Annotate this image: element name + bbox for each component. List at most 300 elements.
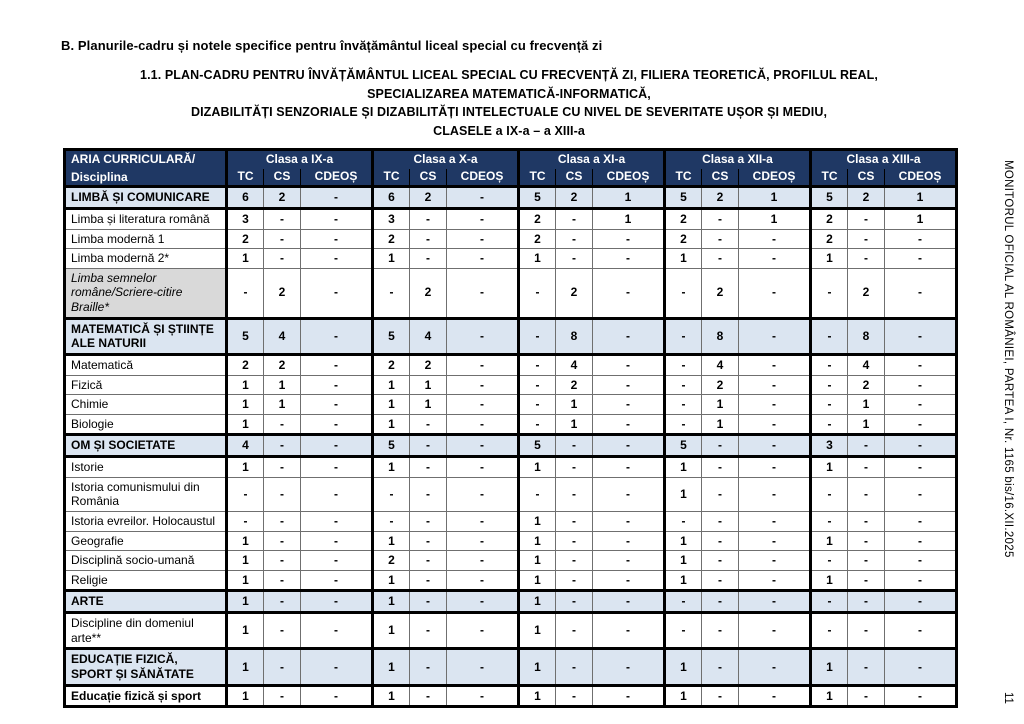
sub-column-header: TC [519,168,556,187]
hours-value-cell: 2 [556,375,593,395]
hours-value-cell: - [301,551,373,571]
class-group-header: Clasa a XI-a [519,150,665,169]
hours-value-cell: 6 [373,187,410,209]
hours-value-cell: - [556,685,593,707]
hours-value-cell: - [885,551,957,571]
hours-value-cell: - [593,435,665,457]
hours-value-cell: - [447,649,519,685]
discipline-label: Limba semnelor române/Scriere-citire Braille* [65,268,227,318]
hours-value-cell: - [447,551,519,571]
hours-value-cell: 1 [373,649,410,685]
discipline-label: Biologie [65,414,227,435]
hours-value-cell: 2 [373,354,410,375]
hours-value-cell: - [264,249,301,269]
sub-column-header: CDEOȘ [885,168,957,187]
hours-value-cell: - [848,229,885,249]
hours-value-cell: - [665,354,702,375]
hours-value-cell: - [848,649,885,685]
hours-value-cell: - [702,511,739,531]
discipline-label: Istoria comunismului din România [65,477,227,511]
hours-value-cell: - [410,570,447,591]
hours-value-cell: 1 [519,531,556,551]
hours-value-cell: - [447,685,519,707]
hours-value-cell: - [848,249,885,269]
hours-value-cell: 2 [519,208,556,229]
hours-value-cell: - [885,477,957,511]
hours-value-cell: 1 [519,249,556,269]
hours-value-cell: - [702,477,739,511]
hours-value-cell: - [885,414,957,435]
hours-value-cell: - [410,613,447,649]
hours-value-cell: 5 [519,435,556,457]
hours-value-cell: 1 [811,249,848,269]
hours-value-cell: 6 [227,187,264,209]
hours-value-cell: - [556,477,593,511]
hours-value-cell: 5 [373,435,410,457]
hours-value-cell: 1 [264,375,301,395]
discipline-label: OM ȘI SOCIETATE [65,435,227,457]
hours-value-cell: - [447,511,519,531]
discipline-row [65,685,957,707]
hours-value-cell: 1 [593,187,665,209]
hours-value-cell: 1 [811,531,848,551]
discipline-row [65,375,957,395]
hours-value-cell: - [447,375,519,395]
hours-value-cell: - [447,208,519,229]
hours-value-cell: - [848,457,885,478]
hours-value-cell: - [556,531,593,551]
hours-value-cell: 2 [264,354,301,375]
hours-value-cell: 1 [227,395,264,415]
hours-value-cell: - [665,268,702,318]
hours-value-cell: - [301,613,373,649]
hours-value-cell: - [301,187,373,209]
hours-value-cell: - [739,457,811,478]
hours-value-cell: - [264,414,301,435]
hours-value-cell: - [410,414,447,435]
hours-value-cell: 1 [665,477,702,511]
hours-value-cell: 4 [848,354,885,375]
discipline-row [65,229,957,249]
gazette-sidebar-text: MONITORUL OFICIAL AL ROMÂNIEI, PARTEA I, Nr. 1165 bis/16.XII.2025 [1002,160,1014,558]
table-header [65,150,957,187]
discipline-label: Educație fizică și sport [65,685,227,707]
hours-value-cell: - [301,208,373,229]
class-group-header: Clasa a XII-a [665,150,811,169]
hours-value-cell: - [410,435,447,457]
hours-value-cell: - [373,268,410,318]
hours-value-cell: - [519,477,556,511]
hours-value-cell: 1 [227,375,264,395]
hours-value-cell: 3 [811,435,848,457]
corner-header-line2: Disciplina [71,169,128,184]
discipline-label: Chimie [65,395,227,415]
discipline-row [65,414,957,435]
hours-value-cell: 2 [665,208,702,229]
hours-value-cell: 5 [519,187,556,209]
hours-value-cell: 5 [373,318,410,354]
hours-value-cell: 2 [227,229,264,249]
sub-column-header: CS [702,168,739,187]
hours-value-cell: 2 [848,375,885,395]
hours-value-cell: - [301,354,373,375]
section-heading: B. Planurile-cadru și notele specifice pentru învățământul liceal special cu frecvență zi [61,38,603,53]
hours-value-cell: - [665,395,702,415]
plan-title-line-2: SPECIALIZAREA MATEMATICĂ-INFORMATICĂ, [367,86,651,101]
hours-value-cell: - [885,435,957,457]
hours-value-cell: 2 [556,187,593,209]
hours-value-cell: 2 [811,229,848,249]
hours-value-cell: - [410,591,447,613]
hours-value-cell: 1 [665,551,702,571]
hours-value-cell: 4 [702,354,739,375]
hours-value-cell: 1 [373,457,410,478]
corner-header-cell [65,150,227,187]
hours-value-cell: - [702,613,739,649]
hours-value-cell: 5 [665,435,702,457]
discipline-row [65,511,957,531]
sub-column-header: TC [373,168,410,187]
hours-value-cell: - [301,570,373,591]
hours-value-cell: - [739,249,811,269]
hours-value-cell: 1 [373,591,410,613]
hours-value-cell: - [739,229,811,249]
sub-column-header: TC [811,168,848,187]
hours-value-cell: - [556,457,593,478]
hours-value-cell: - [301,375,373,395]
hours-value-cell: - [447,613,519,649]
hours-value-cell: - [885,613,957,649]
hours-value-cell: 2 [410,354,447,375]
hours-value-cell: - [447,249,519,269]
hours-value-cell: - [301,249,373,269]
hours-value-cell: - [593,570,665,591]
hours-value-cell: 1 [665,249,702,269]
discipline-row [65,531,957,551]
hours-value-cell: - [848,208,885,229]
hours-value-cell: 3 [373,208,410,229]
hours-value-cell: - [702,685,739,707]
hours-value-cell: - [593,511,665,531]
hours-value-cell: - [556,649,593,685]
hours-value-cell: - [811,511,848,531]
hours-value-cell: - [593,531,665,551]
hours-value-cell: 1 [373,395,410,415]
hours-value-cell: - [373,477,410,511]
discipline-label: Limba modernă 1 [65,229,227,249]
hours-value-cell: 1 [665,649,702,685]
hours-value-cell: - [410,208,447,229]
hours-value-cell: 1 [373,613,410,649]
plan-title [63,66,955,140]
plan-title-line-1: 1.1. PLAN-CADRU PENTRU ÎNVĂȚĂMÂNTUL LICEAL SPECIAL CU FRECVENȚĂ ZI, FILIERA TEORETICĂ, PROFILUL REAL, [140,68,878,82]
hours-value-cell: - [519,395,556,415]
hours-value-cell: 5 [227,318,264,354]
hours-value-cell: 1 [811,570,848,591]
hours-value-cell: - [556,229,593,249]
hours-value-cell: 1 [227,551,264,571]
hours-value-cell: - [264,511,301,531]
hours-value-cell: - [556,208,593,229]
curricular-area-row [65,435,957,457]
hours-value-cell: - [739,395,811,415]
hours-value-cell: - [301,395,373,415]
discipline-label: Fizică [65,375,227,395]
hours-value-cell: - [885,249,957,269]
hours-value-cell: 1 [227,531,264,551]
hours-value-cell: - [301,268,373,318]
hours-value-cell: 1 [227,649,264,685]
curricular-area-row [65,591,957,613]
hours-value-cell: - [665,591,702,613]
discipline-row [65,249,957,269]
hours-value-cell: - [447,435,519,457]
hours-value-cell: - [739,570,811,591]
curricular-area-row [65,187,957,209]
hours-value-cell: 5 [811,187,848,209]
hours-value-cell: 1 [373,414,410,435]
hours-value-cell: - [702,551,739,571]
hours-value-cell: 1 [519,685,556,707]
hours-value-cell: - [447,268,519,318]
hours-value-cell: 1 [227,685,264,707]
hours-value-cell: 1 [227,591,264,613]
hours-value-cell: - [593,318,665,354]
hours-value-cell: - [848,591,885,613]
hours-value-cell: - [885,375,957,395]
hours-value-cell: 1 [373,570,410,591]
hours-value-cell: - [264,613,301,649]
hours-value-cell: - [556,570,593,591]
hours-value-cell: 5 [665,187,702,209]
hours-value-cell: 2 [702,268,739,318]
hours-value-cell: - [447,591,519,613]
hours-value-cell: - [739,511,811,531]
hours-value-cell: - [593,685,665,707]
hours-value-cell: - [447,354,519,375]
hours-value-cell: 1 [227,570,264,591]
hours-value-cell: - [739,531,811,551]
hours-value-cell: - [665,318,702,354]
hours-value-cell: - [519,354,556,375]
hours-value-cell: 2 [665,229,702,249]
hours-value-cell: 4 [227,435,264,457]
hours-value-cell: 2 [811,208,848,229]
hours-value-cell: 1 [739,208,811,229]
hours-value-cell: - [885,229,957,249]
hours-value-cell: - [301,685,373,707]
hours-value-cell: - [848,570,885,591]
hours-value-cell: - [556,249,593,269]
hours-value-cell: 1 [702,395,739,415]
sub-column-header: CS [410,168,447,187]
hours-value-cell: - [264,531,301,551]
hours-value-cell: 1 [885,187,957,209]
hours-value-cell: - [739,268,811,318]
hours-value-cell: 2 [848,187,885,209]
hours-value-cell: - [885,354,957,375]
discipline-row [65,208,957,229]
hours-value-cell: - [739,354,811,375]
sub-column-header: TC [665,168,702,187]
hours-value-cell: - [410,551,447,571]
hours-value-cell: 4 [264,318,301,354]
hours-value-cell: 1 [665,570,702,591]
hours-value-cell: - [556,435,593,457]
hours-value-cell: 1 [519,613,556,649]
hours-value-cell: 4 [410,318,447,354]
hours-value-cell: - [739,375,811,395]
hours-value-cell: - [848,685,885,707]
hours-value-cell: - [848,551,885,571]
hours-value-cell: - [702,208,739,229]
page-number: 11 [1002,692,1014,704]
sub-column-header: CDEOȘ [447,168,519,187]
hours-value-cell: - [447,457,519,478]
hours-value-cell: - [556,613,593,649]
hours-value-cell: 8 [848,318,885,354]
hours-value-cell: - [811,354,848,375]
hours-value-cell: - [373,511,410,531]
hours-value-cell: - [301,414,373,435]
hours-value-cell: - [811,477,848,511]
discipline-label: Limba modernă 2* [65,249,227,269]
hours-value-cell: - [410,229,447,249]
hours-value-cell: 1 [556,414,593,435]
hours-value-cell: - [556,591,593,613]
hours-value-cell: - [739,613,811,649]
hours-value-cell: - [301,477,373,511]
hours-value-cell: - [702,435,739,457]
discipline-row [65,354,957,375]
hours-value-cell: - [410,457,447,478]
hours-value-cell: 1 [373,249,410,269]
hours-value-cell: - [447,187,519,209]
hours-value-cell: - [227,511,264,531]
hours-value-cell: - [519,375,556,395]
hours-value-cell: 1 [519,551,556,571]
discipline-label: MATEMATICĂ ȘI ȘTIINȚE ALE NATURII [65,318,227,354]
hours-value-cell: 1 [227,249,264,269]
hours-value-cell: - [301,457,373,478]
hours-value-cell: - [885,511,957,531]
hours-value-cell: - [848,613,885,649]
class-group-header: Clasa a XIII-a [811,150,957,169]
hours-value-cell: - [848,477,885,511]
hours-value-cell: - [593,395,665,415]
hours-value-cell: - [264,435,301,457]
hours-value-cell: 2 [848,268,885,318]
hours-value-cell: 2 [227,354,264,375]
discipline-label: LIMBĂ ȘI COMUNICARE [65,187,227,209]
hours-value-cell: - [665,613,702,649]
hours-value-cell: 1 [410,375,447,395]
hours-value-cell: 1 [519,457,556,478]
discipline-row [65,395,957,415]
plan-title-line-3: DIZABILITĂȚI SENZORIALE ȘI DIZABILITĂȚI INTELECTUALE CU NIVEL DE SEVERITATE UȘOR ȘI MEDIU, [190,105,828,119]
hours-value-cell: - [447,531,519,551]
hours-value-cell: - [519,318,556,354]
hours-value-cell: - [848,531,885,551]
hours-value-cell: - [301,318,373,354]
hours-value-cell: - [848,511,885,531]
hours-value-cell: - [593,649,665,685]
hours-value-cell: 1 [410,395,447,415]
table-body [65,187,957,707]
discipline-row [65,457,957,478]
sub-column-header: CDEOȘ [739,168,811,187]
hours-value-cell: - [593,249,665,269]
hours-value-cell: - [227,268,264,318]
hours-value-cell: 1 [702,414,739,435]
hours-value-cell: 1 [519,511,556,531]
hours-value-cell: 1 [811,685,848,707]
hours-value-cell: - [739,414,811,435]
hours-value-cell: - [410,531,447,551]
hours-value-cell: - [593,457,665,478]
hours-value-cell: - [739,318,811,354]
hours-value-cell: - [410,477,447,511]
hours-value-cell: - [593,591,665,613]
sub-column-header: CS [556,168,593,187]
hours-value-cell: 1 [373,685,410,707]
hours-value-cell: - [811,591,848,613]
hours-value-cell: 2 [264,268,301,318]
sub-column-header: CS [848,168,885,187]
hours-value-cell: - [811,414,848,435]
hours-value-cell: - [447,477,519,511]
plan-title-line-4: CLASELE a IX-a – a XIII-a [433,123,585,138]
hours-value-cell: - [702,531,739,551]
hours-value-cell: - [885,531,957,551]
hours-value-cell: - [264,551,301,571]
hours-value-cell: - [301,531,373,551]
hours-value-cell: - [702,591,739,613]
hours-value-cell: - [739,551,811,571]
hours-value-cell: - [264,649,301,685]
curricular-area-row [65,649,957,685]
discipline-label: Matematică [65,354,227,375]
curriculum-table [63,148,958,708]
class-group-header: Clasa a IX-a [227,150,373,169]
hours-value-cell: 1 [665,457,702,478]
hours-value-cell: - [593,613,665,649]
hours-value-cell: 1 [373,375,410,395]
hours-value-cell: - [447,414,519,435]
hours-value-cell: - [410,685,447,707]
hours-value-cell: - [811,395,848,415]
hours-value-cell: 1 [811,457,848,478]
hours-value-cell: - [301,591,373,613]
hours-value-cell: - [264,229,301,249]
hours-value-cell: 2 [410,187,447,209]
hours-value-cell: 1 [519,649,556,685]
table-header-groups-row [65,150,957,169]
hours-value-cell: - [739,435,811,457]
discipline-label: Geografie [65,531,227,551]
hours-value-cell: - [264,457,301,478]
hours-value-cell: 1 [519,570,556,591]
hours-value-cell: 2 [702,187,739,209]
hours-value-cell: 2 [264,187,301,209]
hours-value-cell: 1 [848,414,885,435]
hours-value-cell: - [702,649,739,685]
sub-column-header: CDEOȘ [301,168,373,187]
hours-value-cell: - [264,208,301,229]
hours-value-cell: - [702,249,739,269]
hours-value-cell: - [811,613,848,649]
hours-value-cell: - [885,591,957,613]
